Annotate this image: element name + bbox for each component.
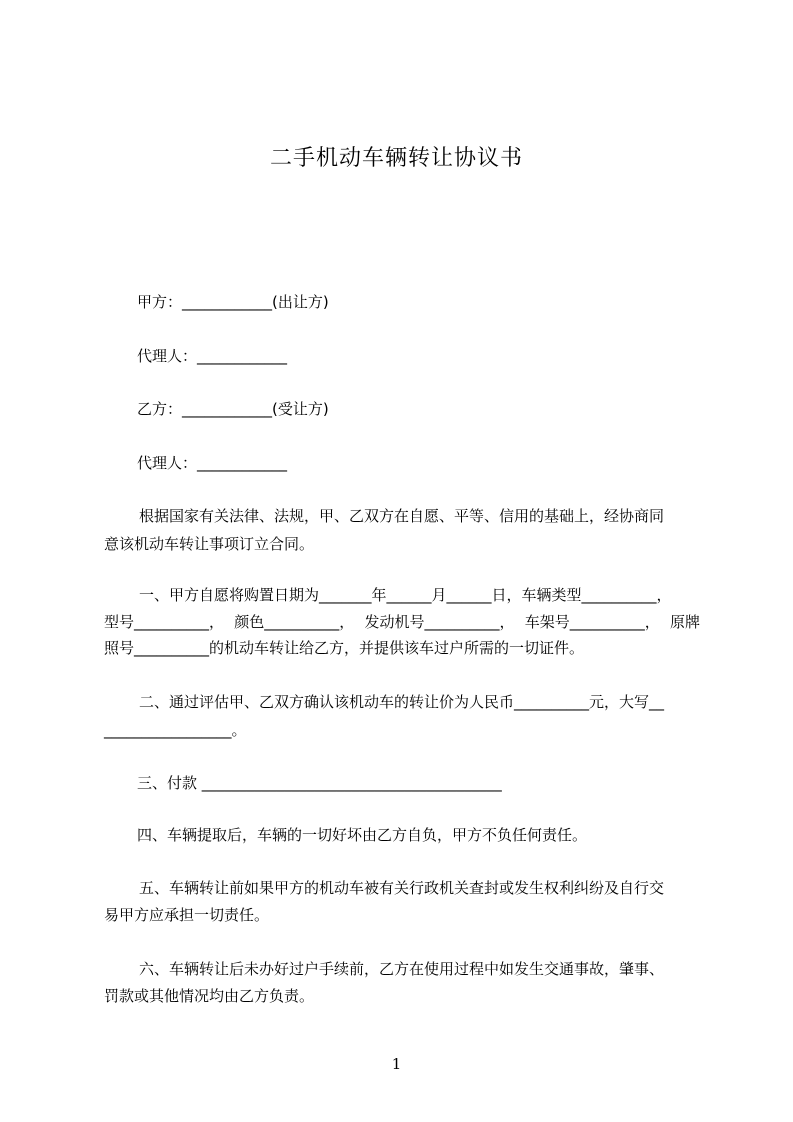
clause-5-line-2: 易甲方应承担一切责任。 (104, 906, 270, 924)
preamble-line-2: 意该机动车转让事项订立合同。 (104, 535, 315, 553)
clause-1-model-field: 型号__________， (104, 613, 225, 631)
clause-2-line-1: 二、通过评估甲、乙双方确认该机动车的转让价为人民币__________元，大写__ (139, 693, 665, 711)
preamble-line-1: 根据国家有关法律、法规，甲、乙双方在自愿、平等、信用的基础上，经协商同 (139, 507, 665, 525)
party-b-line: 乙方：____________(受让方) (137, 400, 329, 418)
clause-6-line-1: 六、车辆转让后未办好过户手续前，乙方在使用过程中如发生交通事故，肇事、 (139, 960, 665, 978)
clause-1-line-3: 照号__________的机动车转让给乙方，并提供该车过户所需的一切证件。 (104, 639, 585, 657)
clause-5-line-1: 五、车辆转让前如果甲方的机动车被有关行政机关查封或发生权利纠纷及自行交 (139, 879, 665, 897)
party-a-line: 甲方：____________(出让方) (137, 293, 329, 311)
clause-3-payment: 三、付款 ________________________________________ (137, 774, 502, 792)
clause-6-line-2: 罚款或其他情况均由乙方负责。 (104, 987, 315, 1005)
clause-1-line-1: 一、甲方自愿将购置日期为_______年______月______日，车辆类型__________， (139, 586, 672, 604)
clause-2-line-2: _________________。 (104, 721, 247, 739)
clause-1-engine-number-field: 发动机号__________， (364, 613, 515, 631)
document-title: 二手机动车辆转让协议书 (269, 146, 523, 171)
page-number: 1 (391, 1055, 402, 1073)
clause-1-color-field: 颜色__________， (234, 613, 355, 631)
clause-1-frame-number-field: 车架号__________， (524, 613, 660, 631)
clause-4: 四、车辆提取后，车辆的一切好坏由乙方自负，甲方不负任何责任。 (137, 826, 588, 844)
agent-a-line: 代理人：____________ (137, 347, 288, 365)
clause-1-line-2 (104, 612, 700, 632)
clause-1-original-plate-label: 原牌 (669, 613, 700, 631)
agent-b-line: 代理人：____________ (137, 454, 288, 472)
